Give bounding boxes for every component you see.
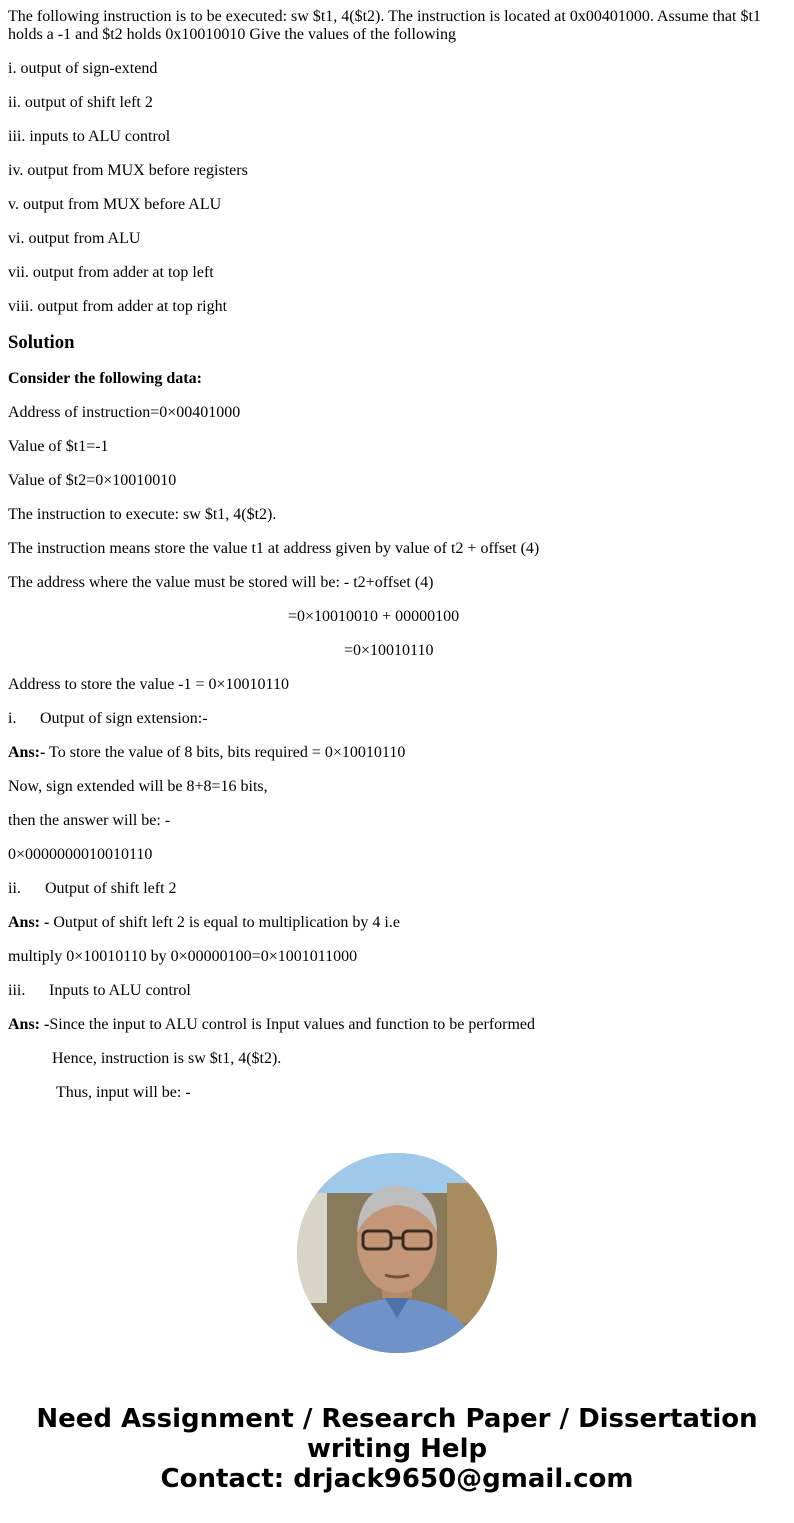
document-body <box>8 8 778 1118</box>
part-number: iii. <box>8 982 26 999</box>
solution-heading: Solution <box>8 332 75 353</box>
part-i-title <box>8 710 778 728</box>
instruction-text: The instruction to execute: sw $t1, 4($t2). <box>8 506 277 523</box>
question-item: viii. output from adder at top right <box>8 298 228 315</box>
part-ii-answer <box>8 914 778 932</box>
author-avatar <box>297 1153 497 1353</box>
part-i-result: 0×0000000010010110 <box>8 846 153 863</box>
consider-label: Consider the following data: <box>8 370 202 387</box>
calc-line-2: =0×10010110 <box>344 642 434 659</box>
question-item: iii. inputs to ALU control <box>8 128 171 145</box>
part-title: Inputs to ALU control <box>49 982 191 999</box>
store-address: Address to store the value -1 = 0×10010110 <box>8 676 289 693</box>
part-number: i. <box>8 710 17 727</box>
question-item: v. output from MUX before ALU <box>8 196 222 213</box>
instruction-address: Address of instruction=0×00401000 <box>8 404 241 421</box>
part-title: Output of shift left 2 <box>45 880 177 897</box>
ans-label: Ans:- <box>8 744 46 761</box>
ans-text: To store the value of 8 bits, bits required = 0×10010110 <box>45 744 406 761</box>
part-iii-title <box>8 982 778 1000</box>
part-i-answer <box>8 744 778 762</box>
question-item: ii. output of shift left 2 <box>8 94 153 111</box>
part-iii-hence: Hence, instruction is sw $t1, 4($t2). <box>52 1050 282 1067</box>
part-title: Output of sign extension:- <box>40 710 208 727</box>
question-item: iv. output from MUX before registers <box>8 162 248 179</box>
instruction-meaning: The instruction means store the value t1 at address given by value of t2 + offset (4) <box>8 540 540 557</box>
question-item: i. output of sign-extend <box>8 60 158 77</box>
question-intro: The following instruction is to be executed: sw $t1, 4($t2). The instruction is located at 0x00401000. Assume that $t1 holds a -1 and $t2 holds 0x10010010 Give the values of the following <box>8 8 761 43</box>
ans-label: Ans: - <box>8 1016 50 1033</box>
ans-text: Since the input to ALU control is Input values and function to be performed <box>49 1016 536 1033</box>
part-iii-thus: Thus, input will be: - <box>56 1084 191 1101</box>
ans-text: Output of shift left 2 is equal to multiplication by 4 i.e <box>49 914 400 931</box>
question-item: vii. output from adder at top left <box>8 264 214 281</box>
ans-label: Ans: - <box>8 914 50 931</box>
banner-contact: Contact: drjack9650@gmail.com <box>160 1464 634 1494</box>
banner-headline: Need Assignment / Research Paper / Dissertation writing Help <box>36 1404 758 1464</box>
t1-value: Value of $t1=-1 <box>8 438 109 455</box>
part-i-then: then the answer will be: - <box>8 812 171 829</box>
part-ii-mult: multiply 0×10010110 by 0×00000100=0×1001011000 <box>8 948 358 965</box>
part-i-now: Now, sign extended will be 8+8=16 bits, <box>8 778 268 795</box>
t2-value: Value of $t2=0×10010010 <box>8 472 177 489</box>
address-line: The address where the value must be stored will be: - t2+offset (4) <box>8 574 434 591</box>
part-ii-title <box>8 880 778 898</box>
contact-banner <box>0 1404 794 1494</box>
calc-line-1: =0×10010010 + 00000100 <box>288 608 460 625</box>
part-iii-answer <box>8 1016 778 1034</box>
part-number: ii. <box>8 880 21 897</box>
question-item: vi. output from ALU <box>8 230 141 247</box>
